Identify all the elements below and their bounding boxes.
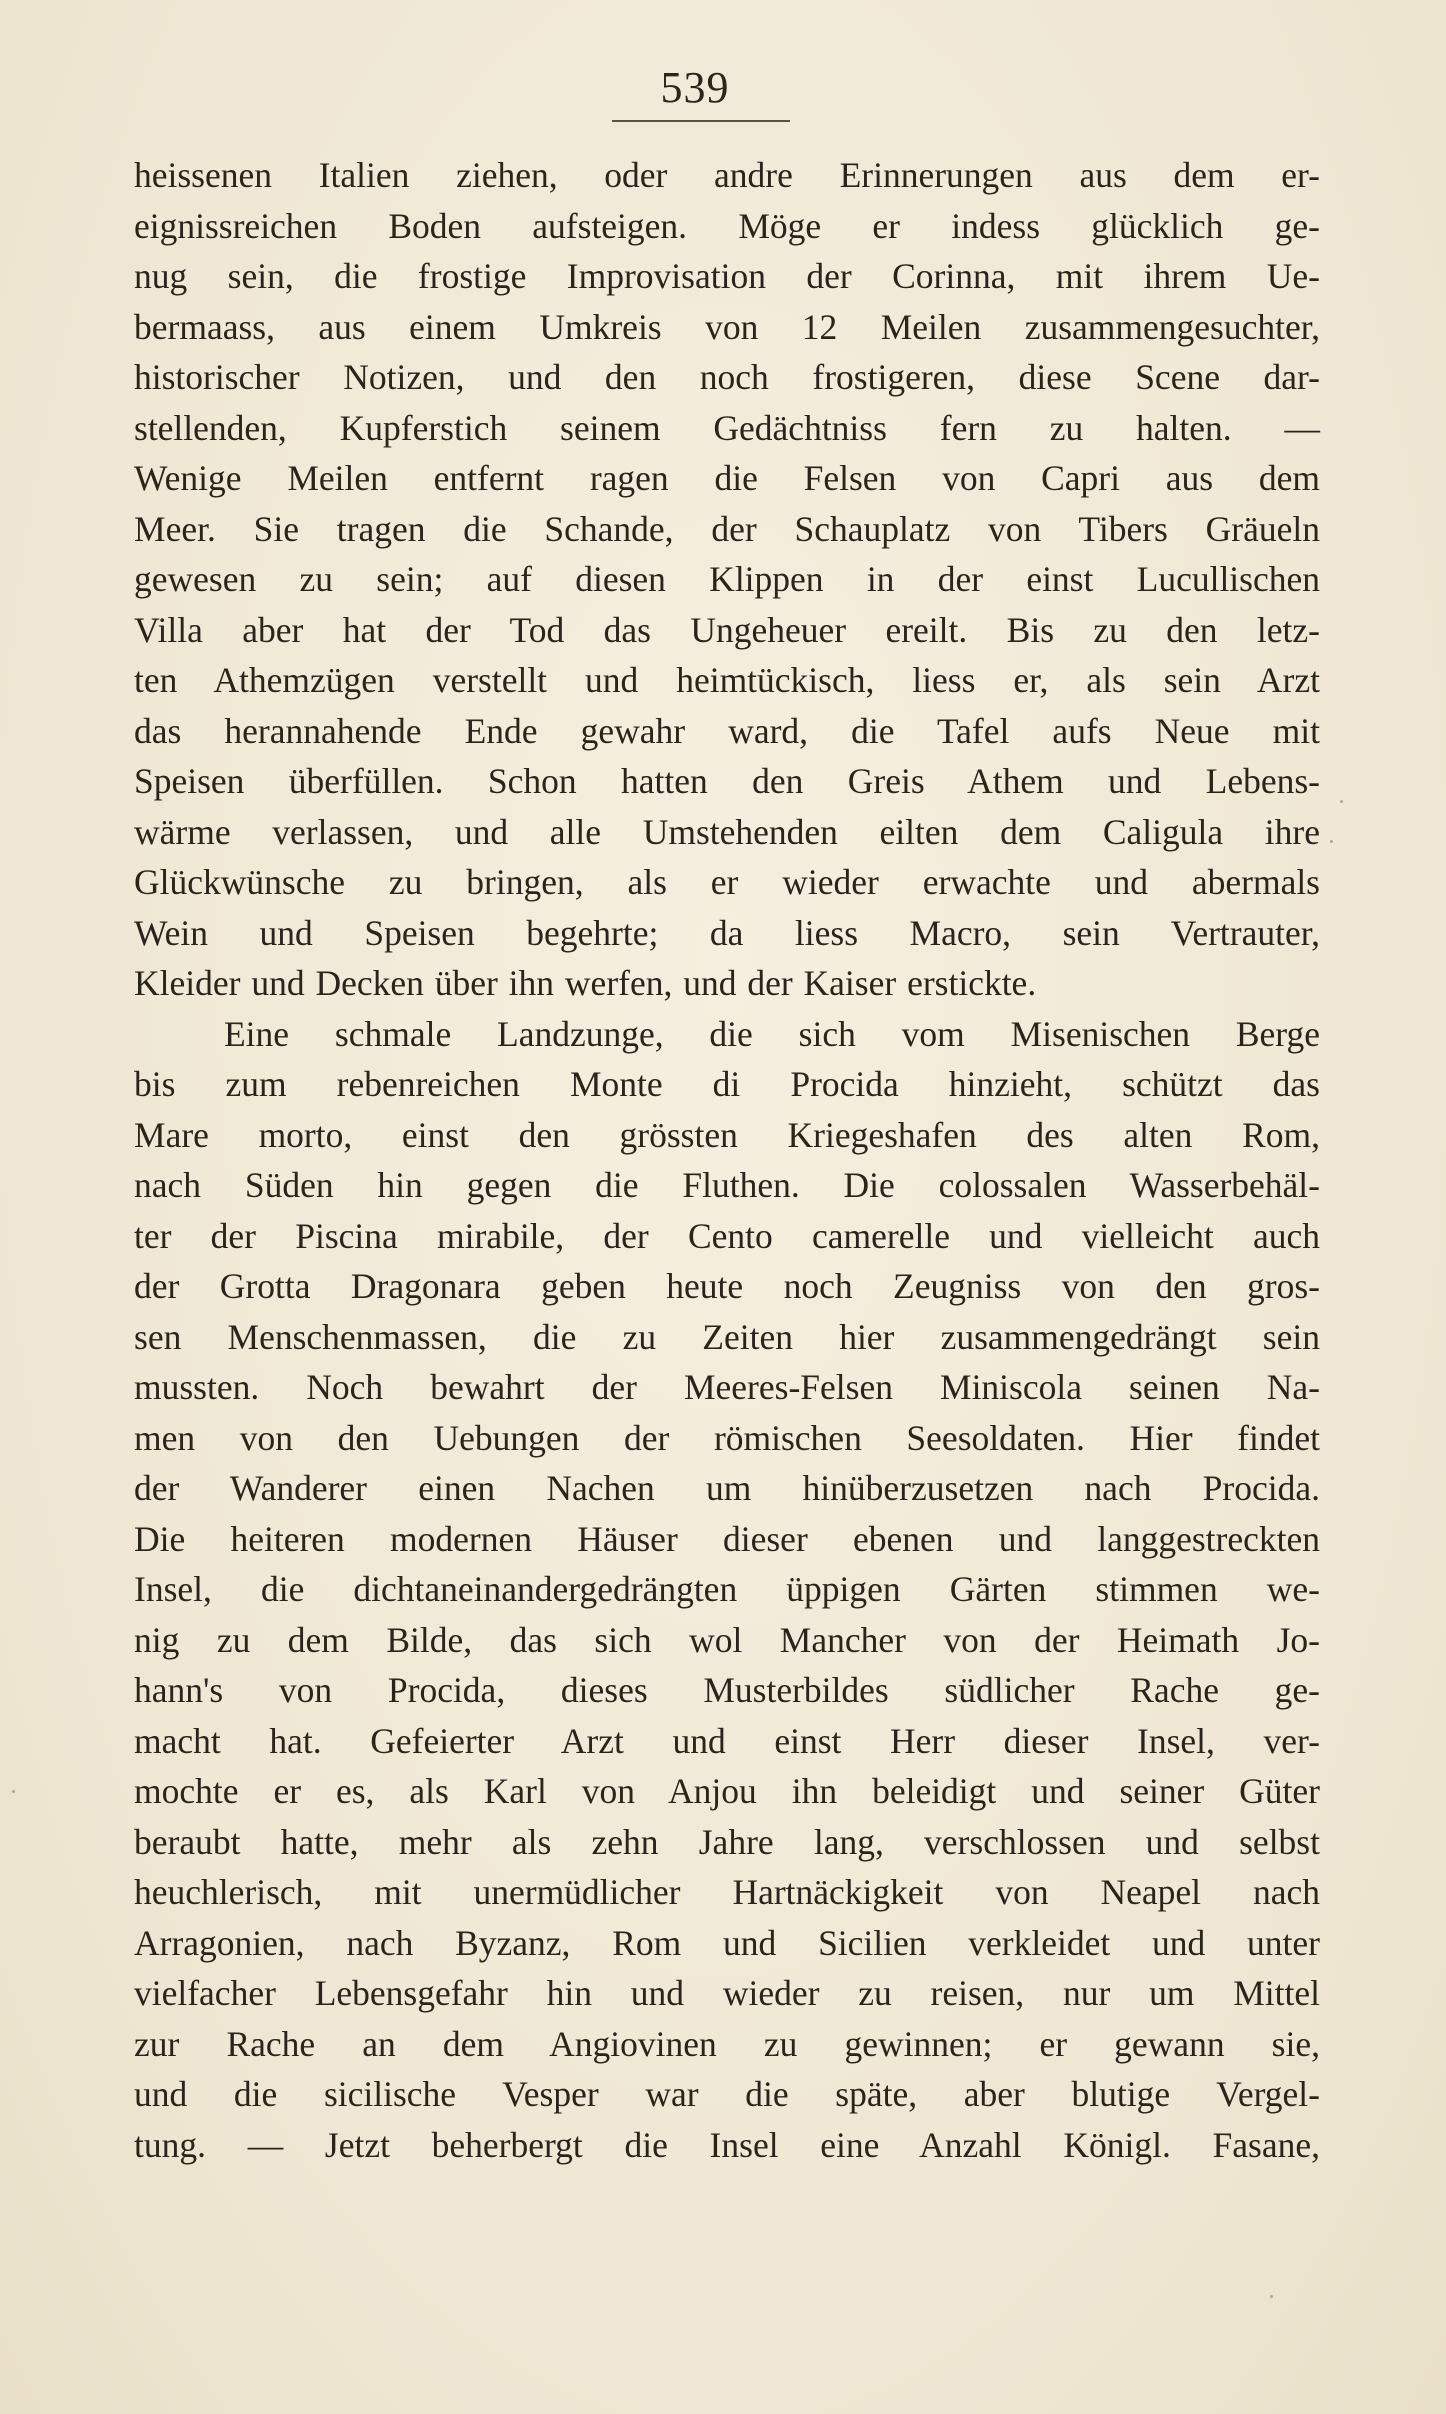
text-line: mochte er es, als Karl von Anjou ihn beleidigt und seiner Güter	[134, 1771, 1320, 1811]
paragraph-start-line: Eine schmale Landzunge, die sich vom Misenischen Berge	[224, 1013, 1320, 1054]
text-line: mussten. Noch bewahrt der Meeres-Felsen Miniscola seinen Na-	[134, 1367, 1320, 1407]
text-line: men von den Uebungen der römischen Seesoldaten. Hier findet	[134, 1417, 1320, 1458]
text-line: Glückwünsche zu bringen, als er wieder erwachte und abermals	[134, 862, 1320, 902]
text-line: Insel, die dichtaneinandergedrängten üppigen Gärten stimmen we-	[134, 1569, 1320, 1609]
text-line: gewesen zu sein; auf diesen Klippen in der einst Lucullischen	[134, 559, 1320, 599]
text-line: Villa aber hat der Tod das Ungeheuer ereilt. Bis zu den letz-	[134, 609, 1320, 650]
text-line: ten Athemzügen verstellt und heimtückisch, liess er, als sein Arzt	[134, 660, 1320, 700]
text-line: heuchlerisch, mit unermüdlicher Hartnäckigkeit von Neapel nach	[134, 1872, 1320, 1912]
text-line: Die heiteren modernen Häuser dieser ebenen und langgestreckten	[134, 1518, 1320, 1559]
text-line: und die sicilische Vesper war die späte, aber blutige Vergel-	[134, 2074, 1320, 2114]
paper-speck	[12, 1790, 15, 1793]
text-line: nig zu dem Bilde, das sich wol Mancher von der Heimath Jo-	[134, 1619, 1320, 1660]
text-line: tung. — Jetzt beherbergt die Insel eine Anzahl Königl. Fasane,	[134, 2124, 1320, 2165]
text-line: wärme verlassen, und alle Umstehenden eilten dem Caligula ihre	[134, 811, 1320, 852]
text-line: sen Menschenmassen, die zu Zeiten hier zusammengedrängt sein	[134, 1316, 1320, 1357]
text-line: das herannahende Ende gewahr ward, die Tafel aufs Neue mit	[134, 710, 1320, 751]
text-line: macht hat. Gefeierter Arzt und einst Herr dieser Insel, ver-	[134, 1720, 1320, 1761]
text-line: Meer. Sie tragen die Schande, der Schauplatz von Tibers Gräueln	[134, 508, 1320, 549]
body-text	[134, 150, 1320, 2170]
text-line: bis zum rebenreichen Monte di Procida hinzieht, schützt das	[134, 1064, 1320, 1104]
paper-speck	[1270, 2295, 1273, 2298]
text-line: ter der Piscina mirabile, der Cento camerelle und vielleicht auch	[134, 1215, 1320, 1256]
text-line: der Wanderer einen Nachen um hinüberzusetzen nach Procida.	[134, 1468, 1320, 1508]
text-line: beraubt hatte, mehr als zehn Jahre lang, verschlossen und selbst	[134, 1821, 1320, 1862]
text-line: Arragonien, nach Byzanz, Rom und Sicilien verkleidet und unter	[134, 1922, 1320, 1963]
text-line: Kleider und Decken über ihn werfen, und der Kaiser erstickte.	[134, 963, 1037, 1003]
paper-speck	[1340, 800, 1343, 803]
text-line: bermaass, aus einem Umkreis von 12 Meilen zusammengesuchter,	[134, 306, 1320, 347]
text-line: historischer Notizen, und den noch frostigeren, diese Scene dar-	[134, 357, 1320, 397]
text-line: Mare morto, einst den grössten Kriegeshafen des alten Rom,	[134, 1114, 1320, 1155]
text-line: hann's von Procida, dieses Musterbildes südlicher Rache ge-	[134, 1670, 1320, 1710]
text-line: nug sein, die frostige Improvisation der Corinna, mit ihrem Ue-	[134, 256, 1320, 296]
page-number: 539	[660, 63, 730, 112]
text-line: heissenen Italien ziehen, oder andre Erinnerungen aus dem er-	[134, 155, 1320, 195]
header-rule	[612, 120, 790, 122]
text-line: eignissreichen Boden aufsteigen. Möge er indess glücklich ge-	[134, 205, 1320, 246]
paper-speck	[1330, 840, 1333, 843]
text-line: nach Süden hin gegen die Fluthen. Die colossalen Wasserbehäl-	[134, 1165, 1320, 1205]
text-line: Speisen überfüllen. Schon hatten den Greis Athem und Lebens-	[134, 761, 1320, 801]
text-line: der Grotta Dragonara geben heute noch Zeugniss von den gros-	[134, 1266, 1320, 1306]
text-line: Wein und Speisen begehrte; da liess Macro, sein Vertrauter,	[134, 912, 1320, 953]
text-line: Wenige Meilen entfernt ragen die Felsen von Capri aus dem	[134, 458, 1320, 498]
text-line: zur Rache an dem Angiovinen zu gewinnen; er gewann sie,	[134, 2023, 1320, 2064]
text-line: vielfacher Lebensgefahr hin und wieder zu reisen, nur um Mittel	[134, 1973, 1320, 2013]
text-line: stellenden, Kupferstich seinem Gedächtniss fern zu halten. —	[134, 407, 1320, 448]
